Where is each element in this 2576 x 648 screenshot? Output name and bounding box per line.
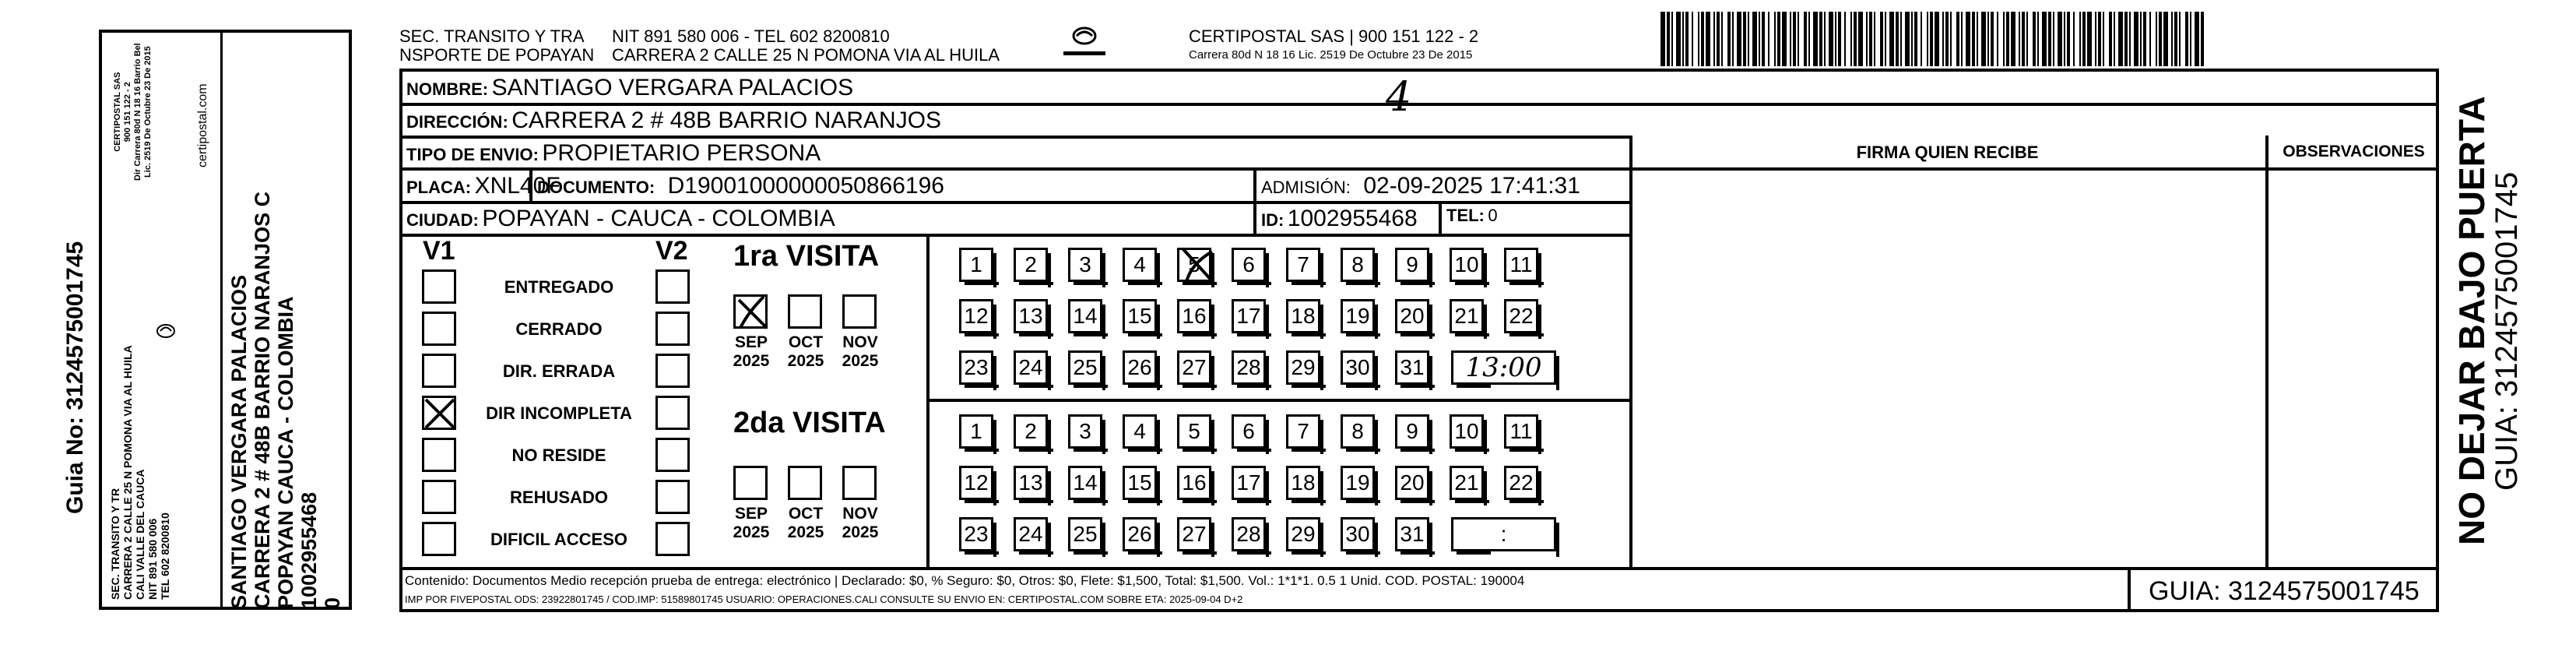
second-visit-time-box[interactable] (1451, 517, 1556, 551)
day-number: 12 (964, 304, 989, 328)
second-visit-day-box[interactable] (1232, 414, 1266, 449)
second-visit-day-box[interactable] (1177, 414, 1211, 449)
day-number: 8 (1351, 252, 1364, 276)
stub-sender-line: NIT 891 580 006 (146, 518, 159, 600)
second-visit-month-checkbox[interactable] (733, 466, 768, 500)
admision-cell (1261, 173, 1580, 199)
side-warning: NO DEJAR BAJO PUERTA (2451, 96, 2492, 545)
day-number: 14 (1073, 304, 1098, 328)
second-visit-month-checkbox[interactable] (788, 466, 822, 500)
second-visit-day-box[interactable] (1123, 517, 1157, 551)
admision-label: ADMISIÓN: (1261, 178, 1351, 197)
firma-header: FIRMA QUIEN RECIBE (1856, 143, 2039, 162)
second-visit-day-box[interactable] (1286, 414, 1320, 449)
day-number: 3 (1079, 419, 1091, 443)
second-visit-day-box[interactable] (1395, 414, 1429, 449)
day-number: 19 (1345, 470, 1370, 495)
day-number: 6 (1242, 419, 1255, 443)
barcode (1661, 12, 2205, 66)
documento-label: DOCUMENTO: (537, 178, 655, 197)
first-visit-day-box[interactable] (1341, 350, 1375, 385)
first-visit-day-box[interactable] (1123, 350, 1157, 385)
ciudad-value: POPAYAN - CAUCA - COLOMBIA (482, 206, 835, 231)
tipo-value: PROPIETARIO PERSONA (542, 140, 821, 166)
second-visit-day-box[interactable] (1068, 414, 1102, 449)
month-year: 2025 (842, 352, 879, 370)
month-year: 2025 (733, 523, 770, 541)
rule (399, 103, 2439, 106)
v1-checkbox[interactable] (422, 312, 456, 346)
nombre-row (406, 75, 853, 101)
day-number: 26 (1127, 355, 1152, 379)
day-number: 13 (1018, 470, 1043, 495)
day-number: 22 (1509, 470, 1534, 495)
day-number: 4 (1133, 419, 1146, 443)
first-visit-day-box[interactable] (1232, 350, 1266, 385)
day-number: 22 (1509, 304, 1534, 328)
stub-carrier-line: Dir Carrera 80d N 18 16 Barrio Bel (133, 43, 142, 181)
direccion-value: CARRERA 2 # 48B BARRIO NARANJOS (511, 107, 942, 133)
v1-label: V1 (423, 236, 455, 266)
day-number: 25 (1073, 355, 1098, 379)
day-number: 10 (1454, 419, 1479, 443)
month-year: 2025 (787, 523, 824, 541)
month-name: SEP (734, 333, 768, 351)
v2-checkbox[interactable] (655, 438, 690, 472)
day-number: 23 (964, 522, 989, 546)
stub-recipient-line: POPAYAN CAUCA - COLOMBIA (274, 296, 297, 609)
first-visit-day-box[interactable] (1504, 299, 1538, 333)
second-visit-day-box[interactable] (1232, 466, 1266, 500)
day-number: 21 (1454, 470, 1479, 495)
status-option-label: DIR INCOMPLETA (486, 403, 632, 423)
day-number: 21 (1454, 304, 1479, 328)
first-visit-day-box[interactable] (1177, 248, 1211, 282)
month-name: SEP (734, 505, 768, 523)
day-number: 1 (970, 419, 982, 443)
second-visit-day-box[interactable] (1123, 466, 1157, 500)
first-visit-month-checkbox[interactable] (788, 294, 822, 329)
day-number: 28 (1236, 522, 1261, 546)
v1-checkbox[interactable] (422, 480, 456, 514)
stub-guia-label: Guia No: 3124575001745 (62, 241, 88, 514)
check-mark-icon (733, 292, 773, 333)
v1-checkbox[interactable] (422, 438, 456, 472)
stub-sender-line: CARRERA 2 CALLE 25 N POMONA VIA AL HUILA (121, 345, 134, 600)
v1-checkbox[interactable] (422, 396, 456, 430)
day-number: 18 (1291, 304, 1316, 328)
day-number: 13 (1018, 304, 1043, 328)
rule (399, 136, 1629, 139)
header-sender-line1: SEC. TRANSITO Y TRA (399, 26, 585, 46)
documento-cell (537, 173, 944, 199)
v2-label: V2 (655, 236, 688, 266)
rule (399, 234, 1629, 237)
status-option-label: ENTREGADO (504, 277, 614, 297)
ciudad-label: CIUDAD: (406, 210, 479, 230)
second-visit-day-box[interactable] (1286, 466, 1320, 500)
stub-recipient-line: CARRERA 2 # 48B BARRIO NARANJOS C (251, 191, 274, 609)
direccion-label: DIRECCIÓN: (406, 112, 508, 132)
id-cell (1261, 206, 1418, 232)
second-visit-day-box[interactable] (1068, 466, 1102, 500)
status-option-label: DIR. ERRADA (502, 361, 616, 381)
first-visit-day-box[interactable] (1341, 299, 1375, 333)
first-visit-day-box[interactable] (1123, 248, 1157, 282)
month-name: NOV (842, 333, 878, 351)
day-number: 30 (1345, 355, 1370, 379)
header-address-line: CARRERA 2 CALLE 25 N POMONA VIA AL HUILA (612, 45, 1000, 65)
first-visit-day-box[interactable] (1123, 299, 1157, 333)
nombre-label: NOMBRE: (406, 79, 489, 99)
v2-checkbox[interactable] (655, 354, 690, 388)
v2-checkbox[interactable] (655, 312, 690, 346)
second-visit-day-box[interactable] (1341, 466, 1375, 500)
second-visit-month-checkbox[interactable] (842, 466, 877, 500)
v2-checkbox[interactable] (655, 480, 690, 514)
header-nit: NIT 891 580 006 - TEL 602 8200810 (612, 26, 890, 46)
status-option-label: CERRADO (515, 319, 603, 339)
day-number: 11 (1509, 252, 1533, 276)
day-number: 11 (1509, 419, 1533, 443)
day-number: 24 (1018, 355, 1043, 379)
status-option-label: REHUSADO (510, 488, 608, 507)
second-visit-day-box[interactable] (1014, 414, 1048, 449)
day-number: 29 (1291, 355, 1316, 379)
v2-checkbox[interactable] (655, 522, 690, 556)
second-visit-month-label (838, 505, 883, 542)
second-visit-day-box[interactable] (1177, 517, 1211, 551)
footer-line2: IMP POR FIVEPOSTAL ODS: 23922801745 / COD.IMP: 51589801745 USUARIO: OPERACIONES.CALI CONSULTE SU ENVIO EN: CERTIPOSTAL.COM SOBRE ETA: 2025-09-04 D+2 (405, 593, 1243, 605)
first-visit-day-box[interactable] (959, 299, 993, 333)
second-visit-day-box[interactable] (1177, 466, 1211, 500)
id-label: ID: (1261, 210, 1284, 230)
day-number: 16 (1182, 304, 1207, 328)
observaciones-header: OBSERVACIONES (2283, 143, 2425, 160)
first-visit-day-box[interactable] (1068, 299, 1102, 333)
first-visit-day-box[interactable] (1395, 299, 1429, 333)
day-number: 15 (1127, 304, 1152, 328)
v1-checkbox[interactable] (422, 269, 456, 304)
rule (2265, 136, 2268, 567)
day-number: 17 (1236, 470, 1261, 495)
first-visit-day-box[interactable] (1395, 350, 1429, 385)
rule (1253, 167, 1256, 234)
stub-carrier-line: CERTIPOSTAL SAS (113, 72, 122, 152)
second-visit-day-box[interactable] (1395, 517, 1429, 551)
first-visit-month-label (783, 333, 828, 371)
rule (399, 567, 2439, 570)
day-number: 19 (1345, 304, 1370, 328)
day-number: 16 (1182, 470, 1207, 495)
first-visit-month-label (729, 333, 774, 371)
day-number: 25 (1073, 522, 1098, 546)
stub-carrier-line: 900 151 122 - 2 (123, 82, 132, 143)
tipo-label: TIPO DE ENVIO: (406, 145, 539, 164)
first-visit-day-box[interactable] (1014, 248, 1048, 282)
second-visit-day-box[interactable] (1014, 517, 1048, 551)
day-number: 20 (1400, 304, 1425, 328)
stub-sender-line: CALI VALLE DEL CAUCA (134, 469, 146, 600)
month-year: 2025 (733, 352, 770, 370)
header-sender (399, 27, 594, 65)
second-visit-day-box[interactable] (1123, 414, 1157, 449)
status-option-label: DIFICIL ACCESO (490, 530, 627, 549)
second-visit-label: 2da VISITA (733, 407, 886, 439)
v1-checkbox[interactable] (422, 522, 456, 556)
stub-sender-line: TEL 602 8200810 (159, 512, 171, 600)
header-carrier-line2: Carrera 80d N 18 16 Lic. 2519 De Octubre 23 De 2015 (1189, 48, 1473, 62)
day-number: 3 (1079, 252, 1091, 276)
day-number: 31 (1400, 355, 1425, 379)
visit-time: 13:00 (1465, 352, 1542, 383)
rule (926, 399, 1629, 402)
second-visit-month-label (729, 505, 774, 542)
first-visit-day-box[interactable] (1286, 299, 1320, 333)
day-number: 1 (970, 252, 982, 276)
rule (926, 234, 930, 567)
second-visit-day-box[interactable] (1232, 517, 1266, 551)
header-carrier-logo-icon (1057, 22, 1112, 61)
header-address (612, 27, 1000, 65)
day-number: 23 (964, 355, 989, 379)
stub-website: certipostal.com (196, 83, 209, 167)
day-number: 29 (1291, 522, 1316, 546)
rule (1439, 201, 1442, 234)
day-number: 24 (1018, 522, 1043, 546)
day-number: 31 (1400, 522, 1425, 546)
day-number: 27 (1182, 522, 1207, 546)
stub-carrier-line: Lic. 2519 De Octubre 23 De 2015 (143, 46, 153, 178)
month-name: OCT (788, 505, 824, 523)
header-sender-line2: NSPORTE DE POPAYAN (399, 45, 595, 65)
day-number: 20 (1400, 470, 1425, 495)
day-number: 2 (1024, 252, 1037, 276)
second-visit-day-box[interactable] (1504, 466, 1538, 500)
first-visit-day-box[interactable] (1014, 299, 1048, 333)
direccion-row (406, 107, 941, 134)
day-number: 10 (1454, 252, 1479, 276)
day-number: 8 (1351, 419, 1364, 443)
day-number: 15 (1127, 470, 1152, 495)
first-visit-day-box[interactable] (1068, 248, 1102, 282)
second-visit-month-label (783, 505, 828, 542)
month-name: OCT (788, 333, 824, 351)
header-carrier-line1: CERTIPOSTAL SAS | 900 151 122 - 2 (1189, 26, 1479, 46)
admision-value: 02-09-2025 17:41:31 (1363, 173, 1580, 199)
tel-label: TEL: (1446, 206, 1485, 225)
first-visit-month-label (838, 333, 883, 371)
second-visit-day-box[interactable] (1014, 466, 1048, 500)
stub-recipient-line: 0 (321, 597, 344, 609)
documento-value: D19001000000050866196 (667, 173, 944, 199)
day-number: 12 (964, 470, 989, 495)
placa-value: XNL40F (474, 173, 561, 199)
day-number: 14 (1073, 470, 1098, 495)
second-visit-day-box[interactable] (959, 414, 993, 449)
stub-recipient-block (227, 192, 344, 609)
day-number: 2 (1024, 419, 1037, 443)
month-year: 2025 (787, 352, 824, 370)
month-name: NOV (842, 505, 878, 523)
rule (399, 167, 2439, 171)
day-number: 5 (1188, 252, 1200, 276)
day-number: 5 (1188, 419, 1200, 443)
carrier-logo-icon (156, 321, 176, 341)
first-visit-label: 1ra VISITA (733, 240, 880, 273)
day-mark-icon (1175, 241, 1221, 287)
first-visit-day-box[interactable] (1014, 350, 1048, 385)
tel-cell (1446, 206, 1498, 226)
placa-label: PLACA: (406, 178, 472, 197)
header-carrier (1189, 27, 1478, 65)
rule (1629, 136, 1632, 567)
v2-checkbox[interactable] (655, 269, 690, 304)
first-visit-day-box[interactable] (959, 248, 993, 282)
first-visit-day-box[interactable] (1068, 350, 1102, 385)
day-number: 7 (1297, 419, 1309, 443)
stub-recipient-line: SANTIAGO VERGARA PALACIOS (227, 274, 251, 609)
ciudad-cell (406, 206, 835, 232)
stub-sender-block (109, 345, 171, 600)
day-number: 4 (1133, 252, 1146, 276)
first-visit-day-box[interactable] (1177, 299, 1211, 333)
check-mark-icon (424, 398, 455, 429)
footer-guia: GUIA: 3124575001745 (2149, 576, 2420, 606)
side-guia: GUIA: 3124575001745 (2490, 171, 2524, 491)
day-number: 26 (1127, 522, 1152, 546)
rule (399, 201, 1629, 204)
second-visit-day-box[interactable] (1341, 517, 1375, 551)
day-number: 27 (1182, 355, 1207, 379)
v1-checkbox[interactable] (422, 354, 456, 388)
stub-divider-1 (220, 30, 223, 610)
day-number: 18 (1291, 470, 1316, 495)
first-visit-day-box[interactable] (1286, 350, 1320, 385)
first-visit-month-checkbox[interactable] (733, 294, 768, 329)
stub-sender-line: SEC. TRANSITO Y TR (109, 488, 121, 600)
id-value: 1002955468 (1287, 206, 1418, 231)
second-visit-day-box[interactable] (1450, 414, 1484, 449)
tel-value: 0 (1488, 206, 1498, 225)
first-visit-day-box[interactable] (1395, 248, 1429, 282)
first-visit-day-box[interactable] (1450, 299, 1484, 333)
day-number: 6 (1242, 252, 1255, 276)
handwritten-number: 4 (1386, 74, 1412, 121)
second-visit-day-box[interactable] (1450, 466, 1484, 500)
day-number: 28 (1236, 355, 1261, 379)
first-visit-day-box[interactable] (1177, 350, 1211, 385)
first-visit-day-box[interactable] (1504, 248, 1538, 282)
stub-recipient-line: 1002955468 (297, 491, 321, 609)
first-visit-time-box[interactable] (1451, 350, 1556, 385)
second-visit-day-box[interactable] (1286, 517, 1320, 551)
visit-time: : (1500, 522, 1507, 546)
day-number: 9 (1406, 419, 1418, 443)
first-visit-day-box[interactable] (1286, 248, 1320, 282)
rule (2128, 567, 2131, 612)
first-visit-day-box[interactable] (1232, 248, 1266, 282)
first-visit-month-checkbox[interactable] (842, 294, 877, 329)
first-visit-day-box[interactable] (1450, 248, 1484, 282)
tipo-row (406, 140, 821, 167)
nombre-value: SANTIAGO VERGARA PALACIOS (491, 75, 854, 100)
first-visit-day-box[interactable] (1341, 248, 1375, 282)
second-visit-day-box[interactable] (1341, 414, 1375, 449)
second-visit-day-box[interactable] (959, 466, 993, 500)
day-number: 17 (1236, 304, 1261, 328)
first-visit-day-box[interactable] (1232, 299, 1266, 333)
second-visit-day-box[interactable] (1504, 414, 1538, 449)
day-number: 9 (1406, 252, 1418, 276)
v2-checkbox[interactable] (655, 396, 690, 430)
stub-carrier-block (113, 43, 153, 181)
day-number: 30 (1345, 522, 1370, 546)
second-visit-day-box[interactable] (1068, 517, 1102, 551)
second-visit-day-box[interactable] (1395, 466, 1429, 500)
footer-line1: Contenido: Documentos Medio recepción prueba de entrega: electrónico | Declarado: $0, % Seguro: $0, Otros: $0, Flete: $1,500, Total: $1,500. Vol.: 1*1*1. 0.5 1 Unid. COD. POSTAL: 190004 (405, 573, 1525, 588)
status-option-label: NO RESIDE (511, 446, 606, 465)
day-number: 7 (1297, 252, 1309, 276)
second-visit-day-box[interactable] (959, 517, 993, 551)
first-visit-day-box[interactable] (959, 350, 993, 385)
month-year: 2025 (842, 523, 879, 541)
